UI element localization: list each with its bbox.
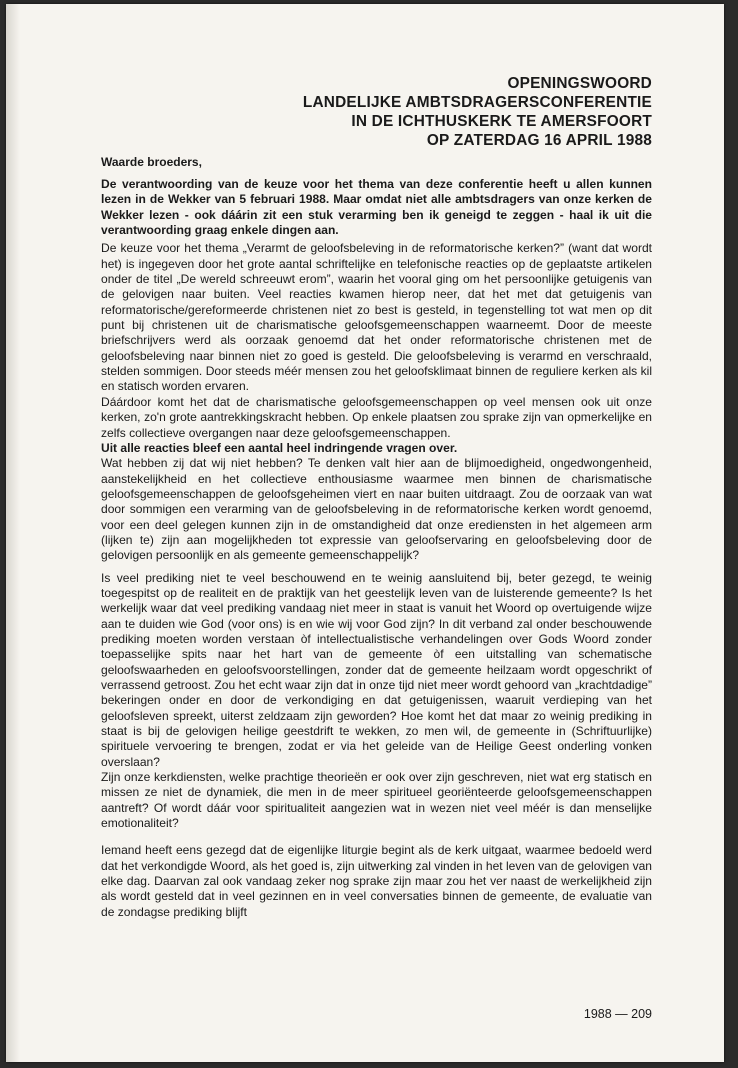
heading-line-3: IN DE ICHTHUSKERK TE AMERSFOORT <box>351 113 652 130</box>
body-paragraph: Dáárdoor komt het dat de charismatische geloofsgemeenschappen op veel mensen ook uit onze kerken, zo'n grote aantrekkingskracht hebben. Op enkele plaatsen zou sprake zijn van opmerkelijke en zelfs collectieve overgangen naar deze geloofsgemeenschappen. <box>101 394 652 440</box>
greeting: Waarde broeders, <box>101 155 202 169</box>
subheading-paragraph: Uit alle reacties bleef een aantal heel indringende vragen over. <box>101 440 458 455</box>
body-paragraph: Wat hebben zij dat wij niet hebben? Te denken valt hier aan de blijmoedigheid, ongedwongenheid, aanstekelijkheid en het collectieve enthousiasme waarmee men binnen de charismatische geloofsgemeenschappen de geloofsgeheimen viert en naar buiten uitdraagt. Zou de oorzaak van wat door sommigen een verarming van de geloofsbeleving in de reformatorische kerken wordt genoemd, voor een deel gelegen kunnen zijn in de omstandigheid dat onze erediensten in het algemeen arm (lijken te) zijn aan mogelijkheden tot expressie van geloofservaring en geloofsbeleving door de gelovigen persoonlijk en als gemeente gemeenschappelijk? <box>101 456 652 563</box>
page-content <box>101 74 652 920</box>
body-paragraph: De keuze voor het thema „Verarmt de geloofsbeleving in de reformatorische kerken?” (want dat wordt het) is ingegeven door het grote aantal schriftelijke en telefonische reacties op de geplaatste artikelen onder de titel „De wereld schreeuwt erom”, waarin het vooral ging om het persoonlijke getuigenis van de gelovigen naar buiten. Veel reacties kwamen hierop neer, dat het met dat getuigenis van reformatorische/gereformeerde christenen niet zo best is gesteld, in tegenstelling tot wat men op dit punt bij christenen uit de charismatische geloofsgemeenschappen waarneemt. Door de meeste briefschrijvers werd als oorzaak genoemd dat het onder reformatorische christenen met de geloofsbeleving naar binnen niet zo goed is gesteld. Die geloofsbeleving is verarmd en verschraald, stelden sommigen. Door steeds méér mensen zou het geloofsklimaat binnen de reguliere kerken als kil en statisch worden ervaren. <box>101 241 652 394</box>
heading-line-2: LANDELIJKE AMBTSDRAGERSCONFERENTIE <box>302 94 652 111</box>
heading-line-1: OPENINGSWOORD <box>507 75 652 92</box>
page-heading <box>101 74 652 150</box>
page-number: 1988 — 209 <box>583 1007 652 1021</box>
body-paragraph: Iemand heeft eens gezegd dat de eigenlijke liturgie begint als de kerk uitgaat, waarmee bedoeld werd dat het verkondigde Woord, als het goed is, zijn uitwerking zal vinden in het leven van de gelovigen van elke dag. Daarvan zal ook vandaag zeker nog sprake zijn maar zou het ver naast de werkelijkheid zijn als wordt gesteld dat in veel gezinnen en in veel conversaties binnen de gemeente, de evaluatie van de zondagse prediking blijft <box>101 843 652 919</box>
body-paragraph: Zijn onze kerkdiensten, welke prachtige theorieën er ook over zijn geschreven, niet wat erg statisch en missen ze niet de dynamiek, die men in de meer spiritueel georiënteerde geloofsgemeenschappen aantreft? Of wordt dáár voor spiritualiteit aangezien wat in wezen niet veel méér is dan menselijke emotionaliteit? <box>101 770 652 831</box>
page-spine-shadow <box>6 4 20 1062</box>
heading-line-4: OP ZATERDAG 16 APRIL 1988 <box>426 132 652 149</box>
body-paragraph: Is veel prediking niet te veel beschouwend en te weinig aansluitend bij, beter gezegd, te weinig toegespitst op de realiteit en de praktijk van het geestelijk leven van de luisterende gemeente? Is het werkelijk waar dat veel prediking vandaag niet meer in staat is vanuit het Woord op overtuigende wijze aan te duiden wie God (voor ons) is en wie wij voor God zijn? In dit verband zal onder beschouwende prediking moeten worden verstaan òf intellectualistische verhandelingen over Gods Woord zonder toepasselijke spits naar het hart van de gemeente òf een uitstalling van schematische geloofswaarheden en geloofsvoorstellingen, zonder dat de gemeente heilzaam wordt opgeschrikt of verrassend getroost. Zou het echt waar zijn dat in onze tijd niet meer wordt gehoord van „krachtdadige” bekeringen onder en door de verkondiging en dat getuigenissen, waaruit verdieping van het geloofsleven spreekt, uiterst zeldzaam zijn geworden? Hoe komt het dat maar zo weinig prediking in staat is bij de gelovigen heilige geestdrift te wekken, zo men wil, de gemeente in (Schriftuurlijke) spirituele vervoering te brengen, zodat er via het geleide van de Heilige Geest onderling vonken overslaan? <box>101 570 652 769</box>
document-page <box>6 4 724 1062</box>
intro-paragraph: De verantwoording van de keuze voor het thema van deze conferentie heeft u allen kunnen lezen in de Wekker van 5 februari 1988. Maar omdat niet alle ambtsdragers van onze kerken de Wekker lezen - ook dáárin zit een stuk verarming ben ik geneigd te zeggen - haal ik uit die verantwoording graag enkele dingen aan. <box>101 177 652 238</box>
